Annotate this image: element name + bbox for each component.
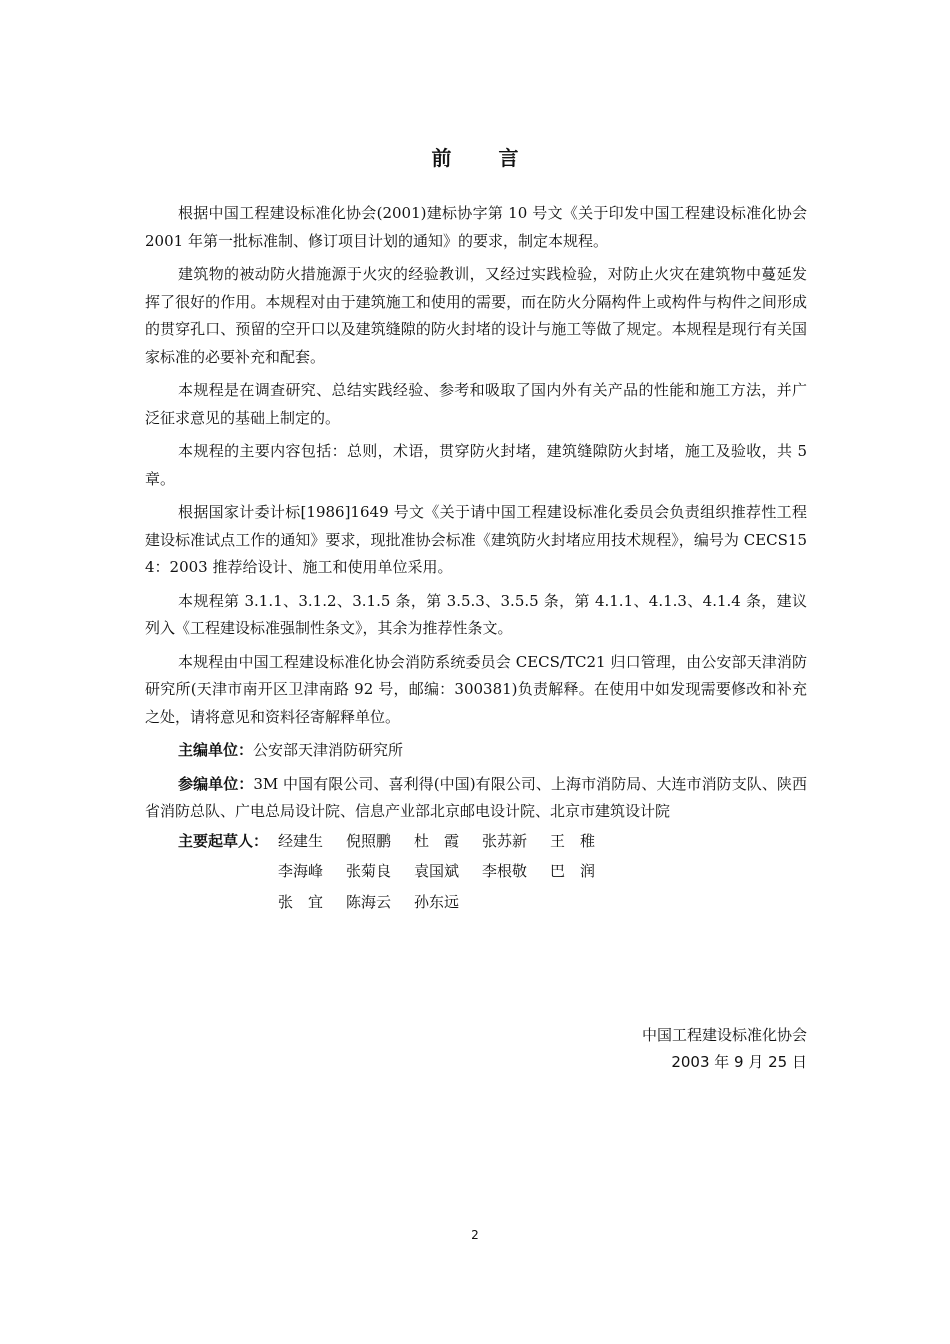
paragraph-1: 根据中国工程建设标准化协会(2001)建标协字第 10 号文《关于印发中国工程建设标准化协会 2001 年第一批标准制、修订项目计划的通知》的要求，制定本规程。: [145, 204, 807, 250]
page-title: 前 言: [431, 146, 539, 170]
paragraph-7: 本规程由中国工程建设标准化协会消防系统委员会 CECS/TC21 归口管理，由公安部天津消防研究所(天津市南开区卫津南路 92 号，邮编：300381)负责解释。在使用中如发现需要修改和补充之处，请将意见和资料径寄解释单位。: [145, 652, 807, 726]
participating-units-value: 3M 中国有限公司、喜利得(中国)有限公司、上海市消防局、大连市消防支队、陕西省消防总队、广电总局设计院、信息产业部北京邮电设计院、北京市建筑设计院: [145, 774, 807, 820]
chief-unit-label: 主编单位：: [178, 741, 254, 759]
chief-unit: [145, 737, 807, 765]
drafter-name: 李根敬: [482, 862, 528, 880]
participating-units-label: 参编单位：: [178, 774, 254, 793]
drafter-name: 陈海云: [346, 892, 392, 911]
signature-block: [642, 1022, 807, 1076]
drafters-row: [145, 858, 807, 886]
drafters-row: [145, 889, 807, 917]
drafters-list: [145, 828, 807, 917]
paragraph-3: 本规程是在调查研究、总结实践经验、参考和吸取了国内外有关产品的性能和施工方法，并广泛征求意见的基础上制定的。: [145, 381, 807, 427]
drafters-row: [145, 828, 807, 856]
drafter-name: 张菊良: [346, 862, 392, 880]
paragraph-2: 建筑物的被动防火措施源于火灾的经验教训，又经过实践检验，对防止火灾在建筑物中蔓延发挥了很好的作用。本规程对由于建筑施工和使用的需要，而在防火分隔构件上或构件与构件之间形成的贯穿孔口、预留的空开口以及建筑缝隙的防火封堵的设计与施工等做了规定。本规程是现行有关国家标准的必要补充和配套。: [145, 265, 807, 366]
drafter-name: 张苏新: [482, 831, 528, 850]
drafter-name: 张 宜: [278, 892, 324, 911]
signature-organization: 中国工程建设标准化协会: [641, 1026, 807, 1044]
drafter-name: 孙东远: [414, 892, 460, 911]
drafter-name: 经建生: [278, 831, 324, 850]
participating-units: [145, 771, 807, 826]
drafter-name: 王 稚: [550, 831, 596, 850]
preface-body: [145, 200, 807, 919]
page-number: 2: [471, 1228, 479, 1242]
drafters-label: 主要起草人：: [178, 831, 269, 850]
signature-date: 2003 年 9 月 25 日: [671, 1053, 807, 1071]
paragraph-6: 本规程第 3.1.1、3.1.2、3.1.5 条，第 3.5.3、3.5.5 条，第 4.1.1、4.1.3、4.1.4 条，建议列入《工程建设标准强制性条文》，其余为推荐性条文。: [145, 591, 807, 637]
paragraph-5: 根据国家计委计标[1986]1649 号文《关于请中国工程建设标准化委员会负责组织推荐性工程建设标准试点工作的通知》要求，现批准协会标准《建筑防火封堵应用技术规程》，编号为 CECS154：2003 推荐给设计、施工和使用单位采用。: [145, 503, 807, 576]
drafter-name: 巴 润: [550, 862, 596, 880]
paragraph-4: 本规程的主要内容包括：总则，术语，贯穿防火封堵，建筑缝隙防火封堵，施工及验收，共 5 章。: [145, 442, 807, 488]
drafter-name: 倪照鹏: [346, 831, 392, 850]
drafter-name: 杜 霞: [414, 831, 460, 850]
drafter-name: 李海峰: [278, 862, 324, 880]
drafter-name: 袁国斌: [414, 862, 460, 880]
chief-unit-value: 公安部天津消防研究所: [253, 741, 404, 759]
